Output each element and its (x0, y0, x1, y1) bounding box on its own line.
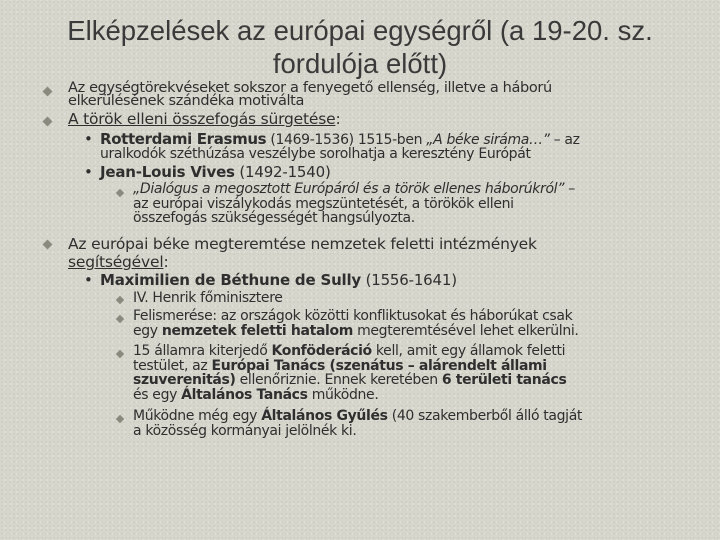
list-item: Az egységtörekvéseket sokszor a fenyegető ellenség, illetve a háború elkerülésének szándéka motiválta (68, 80, 552, 109)
diamond-bullet-icon (116, 189, 124, 197)
dot-bullet-icon: • (84, 130, 93, 148)
diamond-bullet-icon (43, 240, 53, 250)
diamond-bullet-icon (116, 415, 124, 423)
list-item: „Dialógus a megosztott Európáról és a török ellenes háborúkról” – az európai viszálykodás megszüntetését, a törökök elleni összefogás szükségességét hangsúlyozta. (133, 181, 575, 226)
list-item: IV. Henrik főminisztere (133, 290, 283, 306)
diamond-bullet-icon (43, 117, 53, 127)
list-item: Maximilien de Béthune de Sully (1556-1641) (100, 271, 457, 289)
diamond-bullet-icon (43, 87, 53, 97)
list-item: Az európai béke megteremtése nemzetek feletti intézmények segítségével: (68, 235, 537, 271)
slide-title: Elképzelések az európai egységről (a 19-20. sz. fordulója előtt) (67, 15, 653, 79)
list-item: Rotterdami Erasmus (1469-1536) 1515-ben „A béke siráma…” – az uralkodók széthúzása veszélybe sorolhatja a keresztény Európát (100, 130, 580, 162)
diamond-bullet-icon (116, 315, 124, 323)
dot-bullet-icon: • (84, 163, 93, 181)
dot-bullet-icon: • (84, 271, 93, 289)
list-item: 15 államra kiterjedő Konföderáció kell, amit egy államok feletti testület, az Európai Tanács (szenátus – alárendelt állami szuverenitás) ellenőriznie. Ennek keretében 6 területi tanács és egy Általános Tanács működne. (133, 343, 567, 403)
diamond-bullet-icon (116, 350, 124, 358)
list-item: Jean-Louis Vives (1492-1540) (100, 163, 331, 181)
list-item: A török elleni összefogás sürgetése: (68, 110, 341, 128)
list-item: Működne még egy Általános Gyűlés (40 szakemberből álló tagját a közösség kormányai jelölnék ki. (133, 408, 583, 439)
list-item: Felismerése: az országok közötti konfliktusokat és háborúkat csak egy nemzetek feletti hatalom megteremtésével lehet elkerülni. (133, 308, 579, 339)
diamond-bullet-icon (116, 296, 124, 304)
